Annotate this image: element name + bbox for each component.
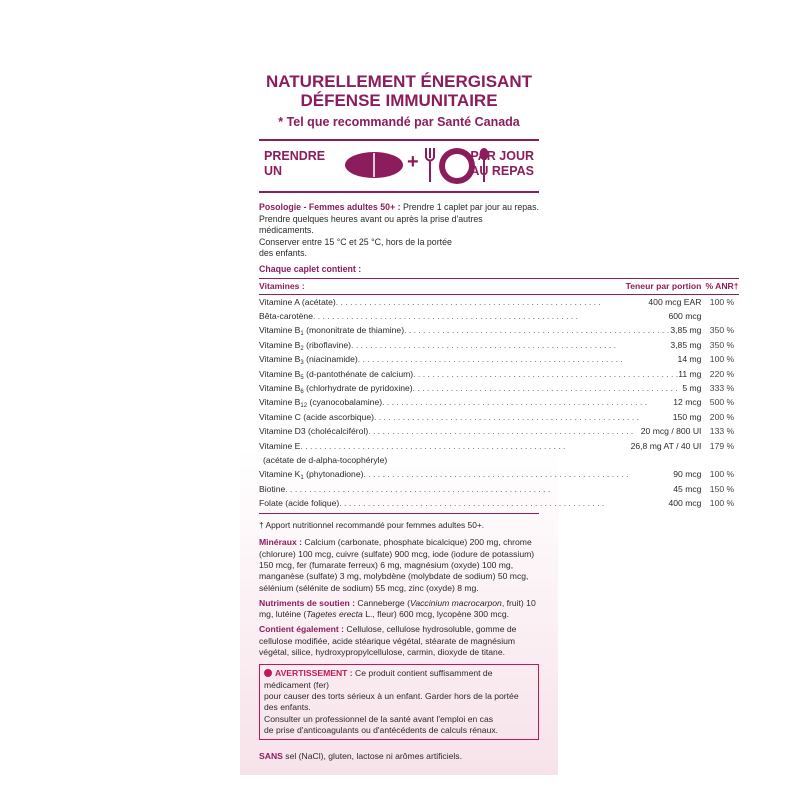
table-row: [259, 453, 739, 467]
vitamin-name: [259, 469, 364, 482]
vitamin-pct: 220 %: [709, 368, 735, 379]
headline-line1: NATURELLEMENT ÉNERGISANT: [265, 72, 532, 91]
vitamin-amount: 12 mcg: [673, 397, 702, 408]
vitamin-name-text: Vitamine B: [259, 383, 301, 394]
free-of: [259, 751, 539, 761]
dot-leader: [404, 325, 670, 335]
vitamin-name-rest: (riboflavine): [303, 339, 352, 350]
headline: [259, 72, 539, 110]
vitamin-line: [259, 369, 705, 379]
vitamin-amount: 11 mg: [678, 368, 702, 379]
table-row: [259, 338, 739, 352]
table-row: [259, 323, 739, 337]
dosage-right-line1: PAR JOUR: [470, 149, 534, 163]
vitamin-name-text: Vitamine A (acétate): [259, 296, 336, 307]
vitamin-pct: 179 %: [709, 440, 735, 451]
vitamin-line: [259, 311, 705, 321]
table-row: [259, 482, 739, 496]
vitamin-line: [259, 354, 705, 367]
vitamin-name-rest: (cyanocobalamine): [307, 397, 383, 408]
vitamin-line: [259, 383, 705, 396]
dot-leader: [351, 340, 670, 350]
vitamin-line: [259, 340, 705, 350]
free-of-label: SANS: [259, 751, 283, 762]
footnote: † Apport nutritionnel recommandé pour femmes adultes 50+.: [259, 520, 485, 531]
warning-label: AVERTISSEMENT :: [275, 668, 353, 679]
table-row: [259, 294, 739, 309]
vitamin-subscript: 1: [300, 331, 304, 338]
vitamin-line: [259, 484, 705, 494]
table-row: [259, 309, 739, 323]
vitamin-cell: [259, 410, 705, 424]
vitamin-name: [259, 426, 368, 436]
recommendation-note: * Tel que recommandé par Santé Canada: [278, 115, 520, 129]
vitamin-line: [259, 412, 705, 422]
vitamin-cell: [259, 467, 705, 481]
vitamin-name-rest: (phytonadione): [303, 469, 364, 480]
dot-leader: [374, 412, 673, 422]
vitamin-pct: [705, 453, 738, 467]
vitamin-amount: 45 mcg: [673, 483, 702, 494]
vitamin-amount: 14 mg: [677, 354, 702, 365]
vitamin-line: [259, 455, 705, 465]
dot-leader: [368, 426, 641, 436]
vitamin-name-text: Vitamine B: [259, 397, 301, 408]
vitamin-pct: 100 %: [709, 469, 735, 480]
vitamin-cell: [259, 381, 705, 395]
vitamin-amount: 5 mg: [682, 383, 702, 394]
table-row: [259, 395, 739, 409]
vitamin-name-text: Vitamine K: [259, 469, 301, 480]
support-text-3: L., fleur) 600 mcg, lycopène 300 mcg.: [362, 609, 510, 620]
vitamin-name: [259, 484, 285, 494]
col-pct: % ANR†: [705, 278, 738, 294]
posology-line4: des enfants.: [259, 248, 307, 258]
vitamin-amount: 600 mcg: [668, 311, 702, 322]
dot-leader: [300, 441, 630, 451]
table-divider: [259, 513, 539, 514]
vitamin-line: [259, 426, 705, 436]
vitamin-amount: 90 mcg: [673, 469, 702, 480]
vitamin-pct: 200 %: [709, 411, 735, 422]
posology-label: Posologie - Femmes adultes 50+ :: [259, 202, 401, 212]
vitamin-name: [259, 397, 383, 410]
vitamin-name: [259, 311, 313, 321]
vitamin-amount: 400 mcg EAR: [648, 296, 702, 307]
vitamin-pct: 500 %: [709, 397, 735, 408]
product-label-panel: [240, 50, 739, 775]
vitamin-pct: 150 %: [709, 483, 735, 494]
vitamin-pct: 350 %: [709, 325, 735, 336]
vitamin-cell: [259, 309, 705, 323]
vitamin-name-rest: (niacinamide): [303, 354, 358, 365]
vitamin-pct: 100 %: [709, 498, 735, 509]
dosage-left-line1: PRENDRE: [264, 149, 326, 163]
also-contains: [259, 624, 539, 658]
vitamin-pct: 133 %: [709, 426, 735, 437]
support-text-1: Canneberge (: [354, 597, 410, 608]
vitamin-cell: [259, 338, 705, 352]
also-text: Cellulose, cellulose hydrosoluble, gomme de cellulose modifiée, acide stéarique végétal, stéarate de magnésium végétal, silice, hydroxypropylcellulose, carmin, dioxyde de titane.: [259, 624, 517, 658]
vitamin-name: [259, 441, 300, 451]
vitamin-line: [259, 441, 705, 451]
fork-icon: [424, 146, 436, 184]
minerals: [259, 537, 539, 593]
vitamin-line: [259, 325, 705, 338]
table-row: [259, 438, 739, 452]
dot-leader: [363, 469, 673, 479]
table-row: [259, 424, 739, 438]
posology-line2: Prendre quelques heures avant ou après la prise d'autres médicaments.: [259, 213, 483, 235]
dot-leader: [382, 397, 673, 407]
vitamin-cell: [259, 366, 705, 380]
vitamin-line: [259, 297, 705, 307]
caplet-icon: [343, 146, 405, 184]
vitamin-amount: 400 mcg: [668, 498, 702, 509]
vitamin-name: [259, 325, 405, 338]
vitamin-name-text: Vitamine B: [259, 368, 301, 379]
vitamin-amount: 3,85 mg: [670, 339, 702, 350]
table-row: [259, 352, 739, 366]
vitamin-subscript: 5: [300, 374, 304, 381]
vitamin-name-text: Vitamine B: [259, 339, 301, 350]
dot-leader: [413, 383, 683, 393]
vitamin-amount: 20 mcg / 800 UI: [640, 426, 702, 437]
vitamin-cell: [259, 352, 705, 366]
posology: [259, 202, 539, 260]
vitamin-amount: 150 mg: [672, 411, 702, 422]
vitamin-pct: 100 %: [709, 354, 735, 365]
vitamin-name-text: Folate (acide folique): [259, 498, 340, 509]
dosage-left-line2: UN: [264, 164, 283, 178]
vitamin-name: [259, 412, 374, 422]
table-row: [259, 410, 739, 424]
headline-line2: DÉFENSE IMMUNITAIRE: [300, 91, 498, 110]
vitamin-subscript: 6: [300, 389, 304, 396]
vitamin-cell: [259, 395, 705, 409]
vitamin-subscript: 12: [300, 403, 308, 410]
each-caplet-heading: Chaque caplet contient :: [259, 263, 362, 274]
vitamin-line: [259, 397, 705, 410]
warning-text-4: de prise d'anticoagulants ou d'antécédents de calculs rénaux.: [264, 724, 499, 735]
minerals-text: Calcium (carbonate, phosphate bicalcique) 200 mg, chrome (chlorure) 100 mcg, cuivre (sulfate) 900 mcg, iode (iodure de potassium) 150 mcg, fer (fumarate ferreux) 6 mg, magnésium (oxyde) 100 mg, manganèse (sulfate) 3 mg, molybdène (molybdate de sodium) 50 mcg, sélénium (sélénite de sodium) 55 mcg, zinc (oxyde) 8 mg.: [259, 537, 535, 593]
vitamin-pct: 333 %: [709, 383, 735, 394]
dot-leader: [313, 311, 668, 321]
minerals-label: Minéraux :: [259, 537, 302, 548]
vitamin-name-text: Vitamine C (acide ascorbique): [259, 411, 374, 422]
vitamin-cell: [259, 453, 705, 467]
table-row: [259, 496, 739, 510]
col-vitamins: Vitamines :: [259, 278, 422, 294]
vitamin-cell: [259, 323, 705, 337]
table-row: [259, 366, 739, 380]
vitamin-name: [259, 369, 413, 379]
warning-text-3: Consulter un professionnel de la santé avant l'emploi en cas: [264, 713, 494, 724]
vitamin-pct: [705, 309, 738, 323]
support-latin-1: Vaccinium macrocarpon: [409, 597, 502, 608]
vitamin-cell: [259, 294, 705, 309]
dot-leader: [339, 498, 668, 508]
dosage-right-line2: AU REPAS: [470, 164, 534, 178]
vitamin-name-text: Biotine: [259, 483, 286, 494]
vitamin-cell: [259, 424, 705, 438]
vitamin-name-text: Vitamine E: [259, 440, 301, 451]
col-amount: Teneur par portion: [422, 278, 706, 294]
warning-text-2: pour causer des torts sérieux à un enfant. Garder hors de la portée des enfants.: [264, 690, 519, 713]
vitamin-pct: 100 %: [709, 296, 735, 307]
table-row: [259, 381, 739, 395]
dot-leader: [285, 484, 673, 494]
vitamin-name-text: Vitamine D3 (cholécalciférol): [259, 426, 369, 437]
warning-text-1: Ce produit contient suffisamment de médicament (fer): [264, 668, 493, 690]
vitamin-line: [259, 498, 705, 508]
vitamin-name: [259, 383, 413, 396]
dosage-left: [264, 149, 325, 179]
vitamin-table-header: [259, 278, 739, 294]
posology-text: Prendre 1 caplet par jour au repas.: [400, 202, 539, 212]
vitamin-name: [259, 498, 339, 508]
vitamin-name-rest: (d-pantothénate de calcium): [303, 368, 414, 379]
vitamin-name-text: Bêta-carotène: [259, 311, 313, 322]
posology-line3: Conserver entre 15 °C et 25 °C, hors de la portée: [259, 236, 452, 247]
also-label: Contient également :: [259, 624, 344, 635]
vitamin-subscript: 2: [300, 345, 304, 352]
dosage-banner: [259, 139, 539, 193]
table-row: [259, 467, 739, 481]
vitamin-name-rest: (mononitrate de thiamine): [303, 325, 405, 336]
vitamin-name: [259, 340, 351, 350]
dosage-right: [470, 149, 534, 179]
vitamin-table-body: [259, 294, 739, 510]
vitamin-cell: [259, 438, 705, 452]
free-of-text: sel (NaCl), gluten, lactose ni arômes artificiels.: [282, 751, 462, 762]
vitamin-name-rest: (chlorhydrate de pyridoxine): [303, 383, 413, 394]
vitamin-cell: [259, 496, 705, 510]
vitamin-subscript: 3: [300, 360, 304, 367]
warning-dot-icon: [264, 669, 272, 677]
vitamin-name-text: Vitamine B: [259, 325, 301, 336]
vitamin-name-text: (acétate de d-alpha-tocophéryle): [263, 454, 388, 465]
support-latin-2: Tagetes erecta: [306, 609, 363, 620]
vitamin-name: [259, 297, 336, 307]
vitamin-line: [259, 469, 705, 482]
plus-sign: +: [407, 151, 419, 173]
vitamin-amount: 3,85 mg: [670, 325, 702, 336]
dot-leader: [413, 369, 678, 379]
support-label: Nutriments de soutien :: [259, 597, 355, 608]
dot-leader: [336, 297, 649, 307]
vitamin-subscript: 1: [300, 475, 304, 482]
vitamin-name: [259, 455, 387, 465]
vitamin-table: [259, 278, 739, 511]
dot-leader: [358, 354, 678, 364]
vitamin-cell: [259, 482, 705, 496]
vitamin-name-text: Vitamine B: [259, 354, 301, 365]
vitamin-amount: 26,8 mg AT / 40 UI: [630, 440, 702, 451]
warning-box: [259, 664, 539, 740]
support-text-2: , fruit) 10 mg, lutéine (: [259, 597, 536, 620]
vitamin-name: [259, 354, 358, 367]
support-nutrients: [259, 598, 539, 621]
vitamin-pct: 350 %: [709, 339, 735, 350]
